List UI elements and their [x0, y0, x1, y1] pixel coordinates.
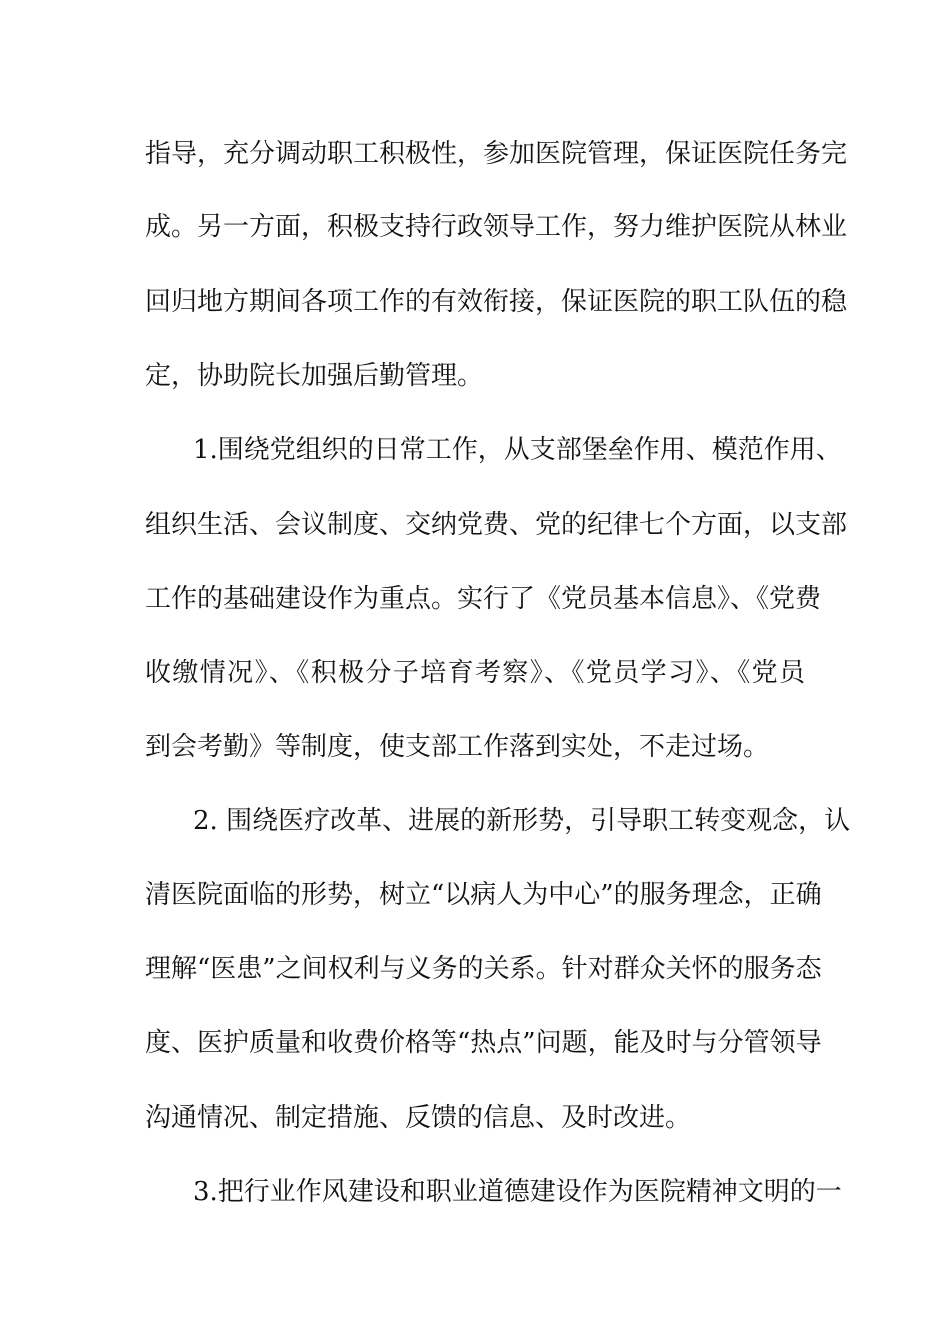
paragraph-first-line: 3.把行业作风建设和职业道德建设作为医院精神文明的一: [193, 1177, 842, 1207]
text-line: 沟通情况、制定措施、反馈的信息、及时改进。: [145, 1103, 692, 1133]
text-line: 指导，充分调动职工积极性，参加医院管理，保证医院任务完: [145, 139, 848, 169]
text-line: 定，协助院长加强后勤管理。: [145, 361, 484, 391]
text-line: 成。另一方面，积极支持行政领导工作，努力维护医院从林业: [145, 212, 848, 242]
text-line: 收缴情况》、《积极分子培育考察》、《党员学习》、《党员: [145, 658, 805, 688]
text-line: 度、医护质量和收费价格等“热点”问题，能及时与分管领导: [145, 1028, 822, 1058]
text-line: 理解“医患”之间权利与义务的关系。针对群众关怀的服务态: [145, 954, 822, 984]
text-line: 工作的基础建设作为重点。实行了《党员基本信息》、《党费: [145, 584, 822, 614]
text-line: 清医院面临的形势，树立“以病人为中心”的服务理念，正确: [145, 880, 822, 910]
text-line: 组织生活、会议制度、交纳党费、党的纪律七个方面，以支部: [145, 510, 848, 540]
text-line: 回归地方期间各项工作的有效衔接，保证医院的职工队伍的稳: [145, 287, 848, 317]
paragraph-first-line: 1.围绕党组织的日常工作，从支部堡垒作用、模范作用、: [193, 435, 842, 465]
paragraph-first-line: 2. 围绕医疗改革、进展的新形势，引导职工转变观念，认: [193, 806, 851, 836]
text-line: 到会考勤》等制度，使支部工作落到实处，不走过场。: [145, 732, 770, 762]
